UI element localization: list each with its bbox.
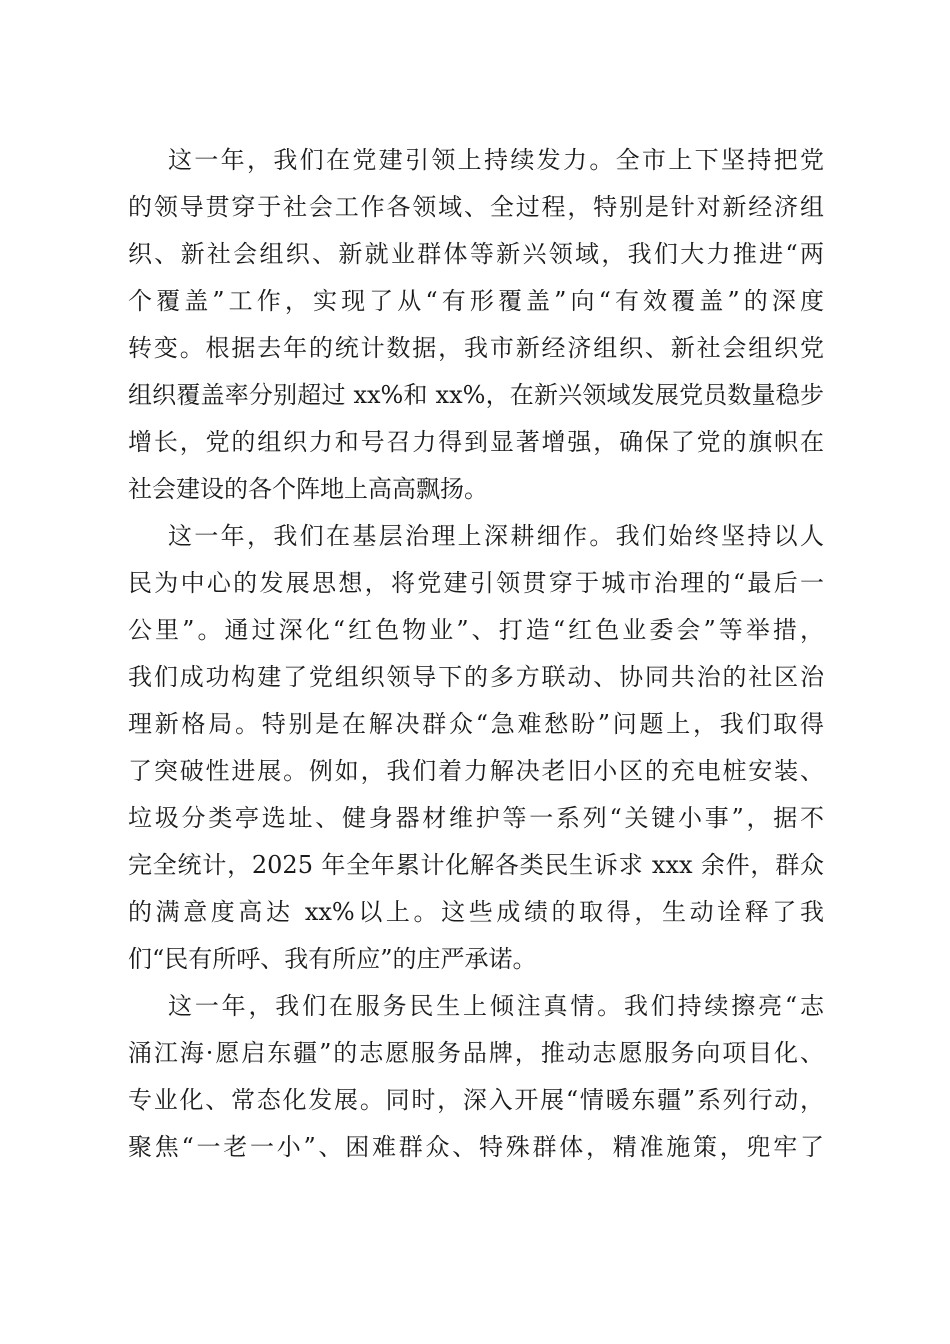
text-line: 个覆盖”工作，实现了从“有形覆盖”向“有效覆盖”的深度 <box>128 287 824 315</box>
text-line: 民为中心的发展思想，将党建引领贯穿于城市治理的“最后一 <box>128 569 824 597</box>
text-line: 转变。根据去年的统计数据，我市新经济组织、新社会组织党 <box>128 334 824 362</box>
text-line: 这一年，我们在党建引领上持续发力。全市上下坚持把党 <box>168 146 824 174</box>
text-line: 增长，党的组织力和号召力得到显著增强，确保了党的旗帜在 <box>128 428 824 456</box>
text-line: 们“民有所呼、我有所应”的庄严承诺。 <box>128 945 537 973</box>
text-line: 这一年，我们在基层治理上深耕细作。我们始终坚持以人 <box>168 522 824 550</box>
text-line: 的领导贯穿于社会工作各领域、全过程，特别是针对新经济组 <box>128 193 824 221</box>
text-line: 了突破性进展。例如，我们着力解决老旧小区的充电桩安装、 <box>128 757 824 785</box>
text-line: 组织覆盖率分别超过 xx%和 xx%，在新兴领域发展党员数量稳步 <box>128 381 824 409</box>
text-line: 聚焦“一老一小”、困难群众、特殊群体，精准施策，兜牢了 <box>128 1133 824 1161</box>
text-line: 垃圾分类亭选址、健身器材维护等一系列“关键小事”，据不 <box>128 804 824 832</box>
text-line: 理新格局。特别是在解决群众“急难愁盼”问题上，我们取得 <box>128 710 824 738</box>
text-line: 涌江海·愿启东疆”的志愿服务品牌，推动志愿服务向项目化、 <box>128 1039 824 1067</box>
text-line: 织、新社会组织、新就业群体等新兴领域，我们大力推进“两 <box>128 240 824 268</box>
paragraph-party-building <box>128 137 824 513</box>
text-line: 社会建设的各个阵地上高高飘扬。 <box>128 475 488 503</box>
text-line: 这一年，我们在服务民生上倾注真情。我们持续擦亮“志 <box>168 992 824 1020</box>
text-line: 的满意度高达 xx%以上。这些成绩的取得，生动诠释了我 <box>128 898 824 926</box>
text-line: 公里”。通过深化“红色物业”、打造“红色业委会”等举措， <box>128 616 824 644</box>
text-line: 完全统计，2025 年全年累计化解各类民生诉求 xxx 余件，群众 <box>128 851 824 879</box>
paragraph-grassroots-governance <box>128 513 824 983</box>
paragraph-public-service <box>128 983 824 1171</box>
body-text <box>128 137 824 1171</box>
text-line: 专业化、常态化发展。同时，深入开展“情暖东疆”系列行动， <box>128 1086 824 1114</box>
text-line: 我们成功构建了党组织领导下的多方联动、协同共治的社区治 <box>128 663 824 691</box>
